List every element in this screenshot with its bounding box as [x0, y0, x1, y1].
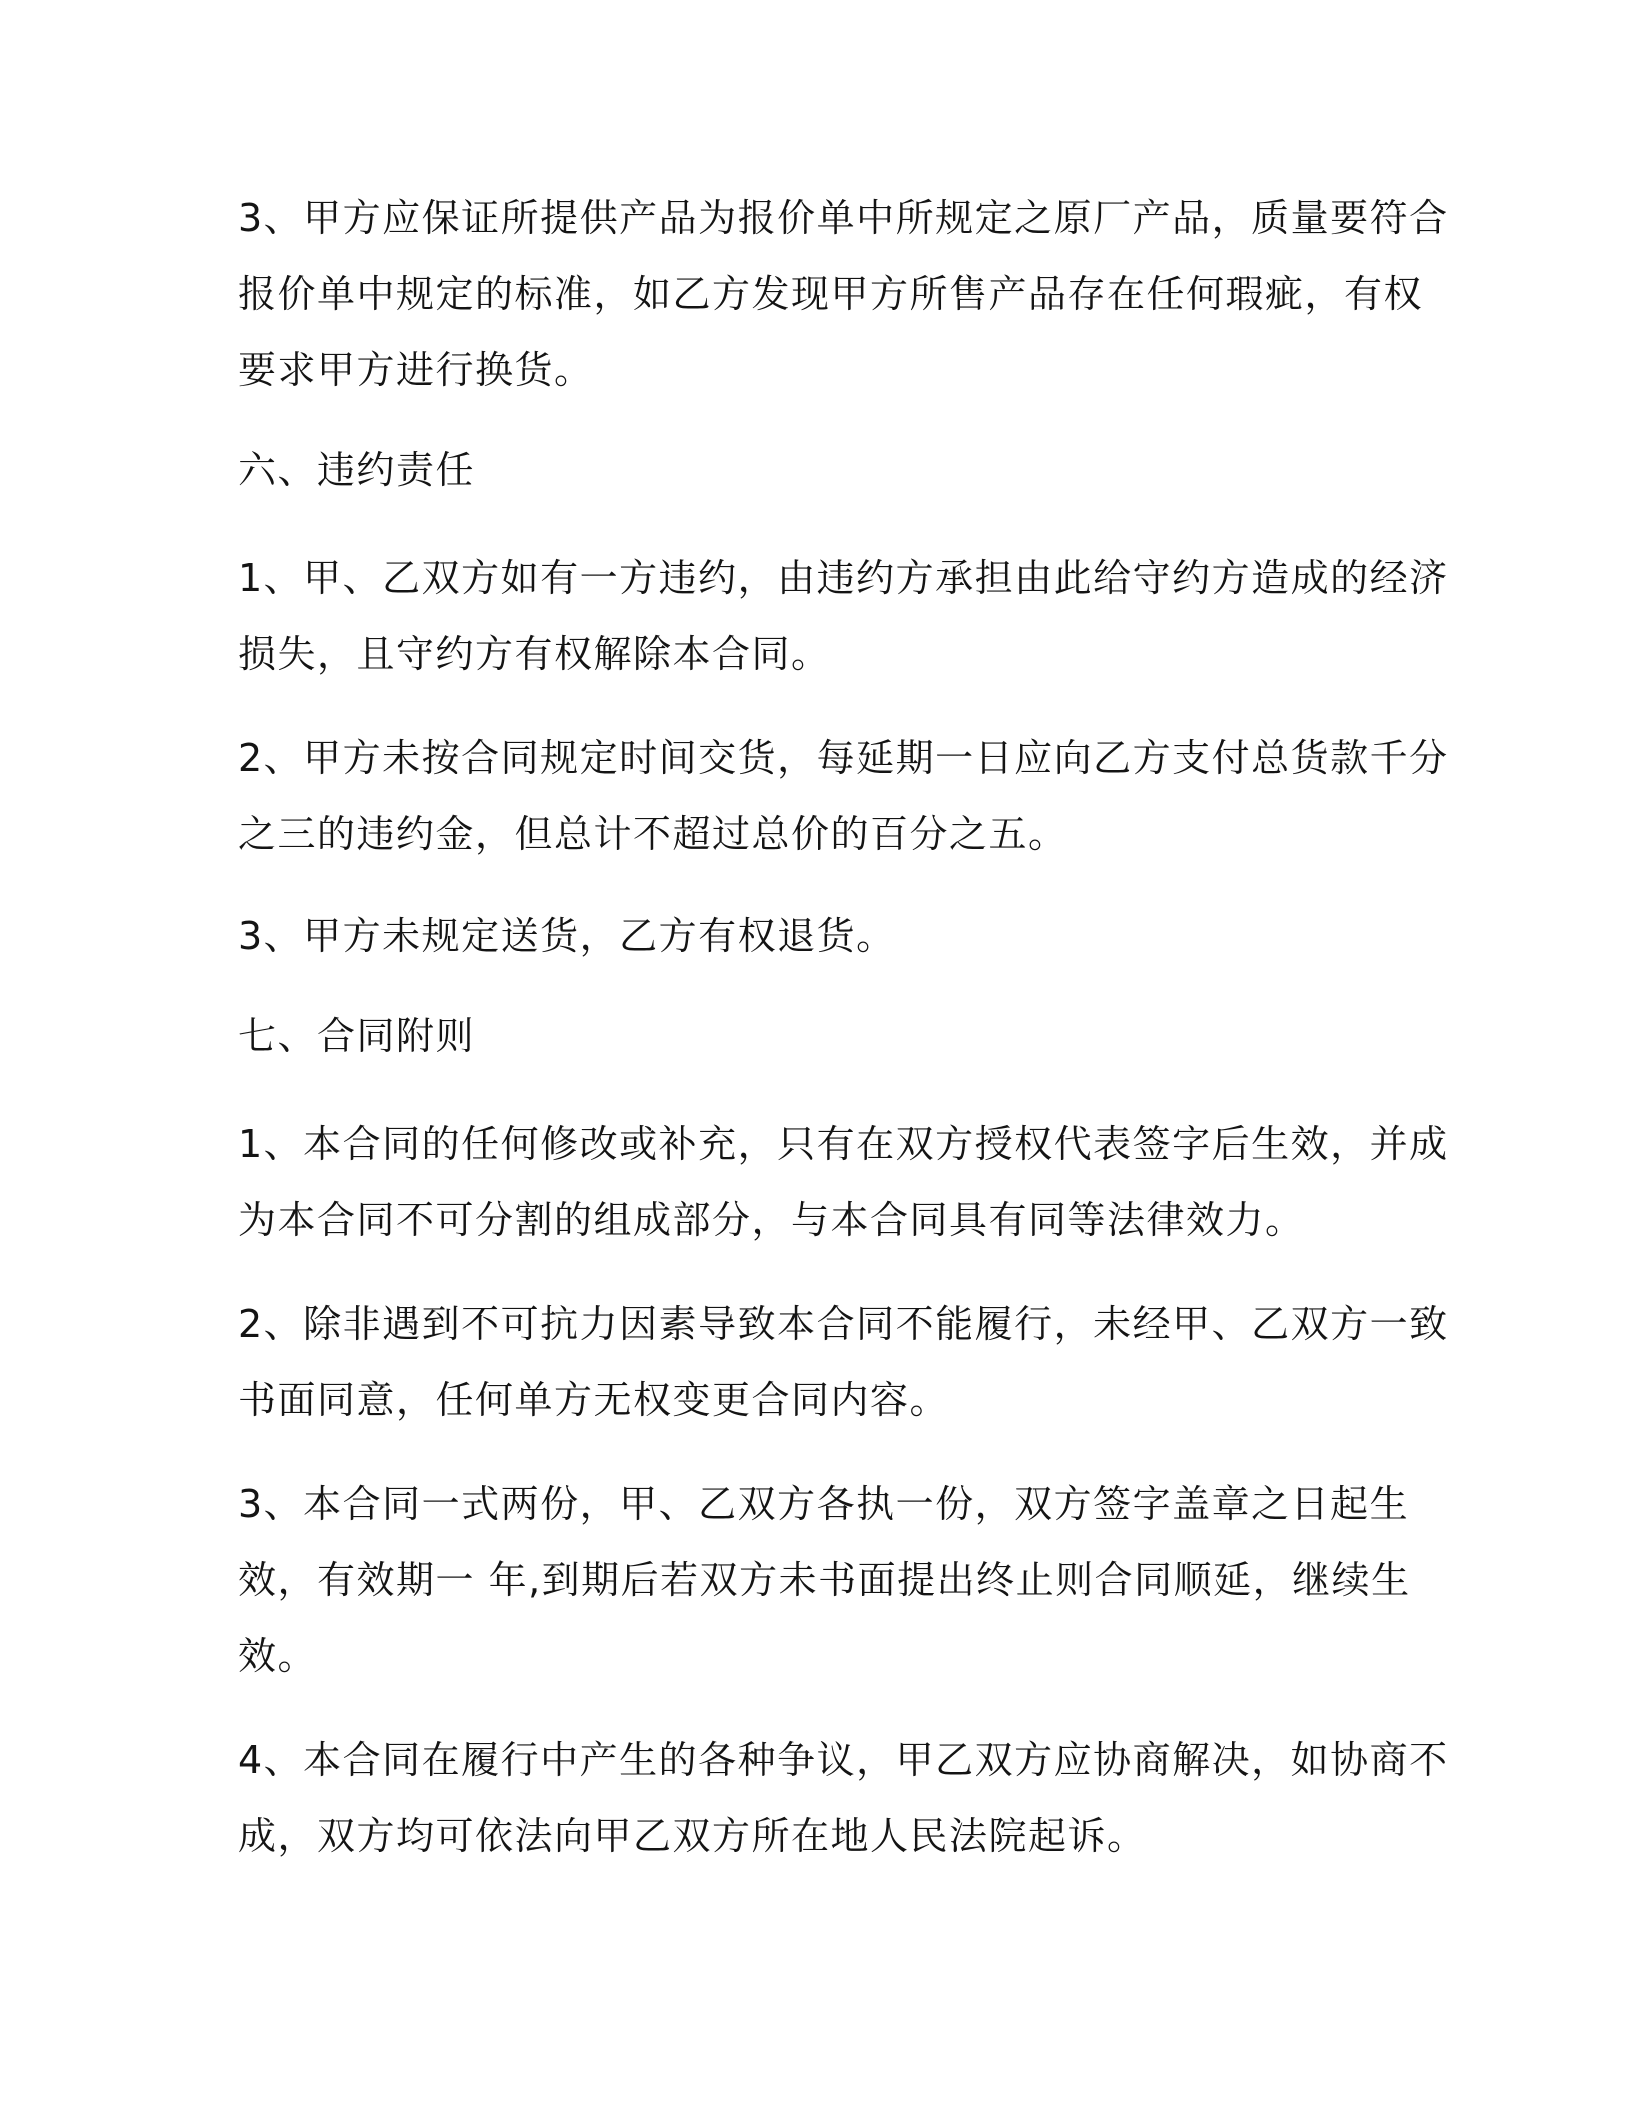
body-text-line: 书面同意，任何单方无权变更合同内容。 — [238, 1378, 950, 1422]
body-text-line: 2、除非遇到不可抗力因素导致本合同不能履行，未经甲、乙双方一致 — [238, 1302, 1449, 1346]
body-text-line: 报价单中规定的标准，如乙方发现甲方所售产品存在任何瑕疵，有权 — [238, 272, 1424, 316]
body-text-line: 3、本合同一式两份，甲、乙双方各执一份，双方签字盖章之日起生 — [238, 1482, 1410, 1526]
body-text-line: 3、甲方未规定送货，乙方有权退货。 — [238, 914, 896, 958]
body-text-line: 4、本合同在履行中产生的各种争议，甲乙双方应协商解决，如协商不 — [238, 1738, 1449, 1782]
body-text-line: 3、甲方应保证所提供产品为报价单中所规定之原厂产品，质量要符合 — [238, 196, 1449, 240]
body-text-line: 效。 — [238, 1634, 318, 1678]
body-text-line: 要求甲方进行换货。 — [238, 348, 594, 392]
body-text-line: 1、甲、乙双方如有一方违约，由违约方承担由此给守约方造成的经济 — [238, 556, 1449, 600]
section-heading: 六、违约责任 — [238, 448, 476, 492]
body-text-line: 成，双方均可依法向甲乙双方所在地人民法院起诉。 — [238, 1814, 1147, 1858]
body-text-line: 损失，且守约方有权解除本合同。 — [238, 632, 831, 676]
body-text-line: 1、本合同的任何修改或补充，只有在双方授权代表签字后生效，并成 — [238, 1122, 1449, 1166]
body-text-line: 为本合同不可分割的组成部分，与本合同具有同等法律效力。 — [238, 1198, 1305, 1242]
body-text-line: 效，有效期一 年,到期后若双方未书面提出终止则合同顺延，继续生 — [238, 1558, 1411, 1602]
body-text-line: 之三的违约金，但总计不超过总价的百分之五。 — [238, 812, 1068, 856]
body-text-line: 2、甲方未按合同规定时间交货，每延期一日应向乙方支付总货款千分 — [238, 736, 1449, 780]
section-heading: 七、合同附则 — [238, 1014, 476, 1058]
